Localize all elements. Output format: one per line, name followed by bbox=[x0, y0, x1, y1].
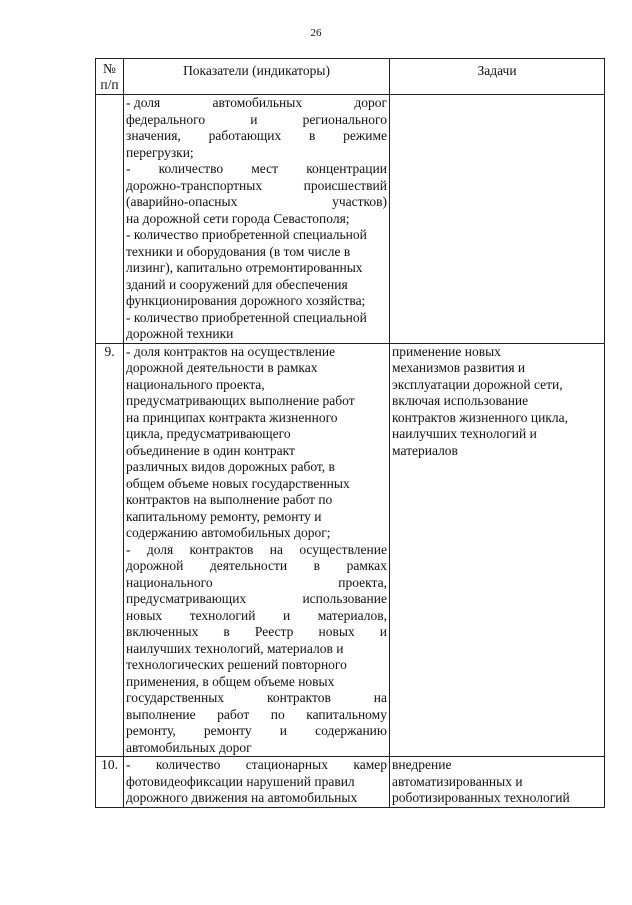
indicator-line: (аварийно-опасных участков) bbox=[126, 194, 387, 209]
indicator-line: федерального и регионального bbox=[126, 111, 387, 127]
indicator-line: выполнение работ по капитальному bbox=[126, 706, 387, 722]
indicator-line: предусматривающих использование bbox=[126, 591, 387, 606]
task-line: применение новых bbox=[392, 343, 501, 359]
indicator-line: - доля автомобильных дорог bbox=[126, 95, 387, 110]
indicator-line: национального проекта, bbox=[126, 574, 387, 590]
indicator-line: технологических решений повторного bbox=[126, 657, 347, 672]
row-number: 9. bbox=[96, 343, 124, 757]
indicator-line: применения, в общем объеме новых bbox=[126, 673, 335, 689]
header-indicators: Показатели (индикаторы) bbox=[124, 59, 390, 95]
task-line: контрактов жизненного цикла, bbox=[392, 409, 568, 425]
row-number bbox=[96, 95, 124, 344]
indicator-line: цикла, предусматривающего bbox=[126, 426, 291, 441]
indicator-line: - доля контрактов на осуществление bbox=[126, 541, 387, 557]
indicator-line: лизинг), капитально отремонтированных bbox=[126, 260, 363, 275]
indicator-line: дорожного движения на автомобильных bbox=[126, 790, 358, 805]
indicator-line: - количество мест концентрации bbox=[126, 161, 387, 176]
indicator-line: значения, работающих в режиме bbox=[126, 128, 387, 143]
indicator-line: на дорожной сети города Севастополя; bbox=[126, 210, 350, 226]
indicator-line: дорожно-транспортных происшествий bbox=[126, 177, 387, 193]
task-line: механизмов развития и bbox=[392, 360, 526, 375]
page-number: 26 bbox=[310, 27, 322, 39]
table-header-row bbox=[96, 59, 605, 95]
table-row bbox=[96, 757, 605, 808]
indicator-line: зданий и сооружений для обеспечения bbox=[126, 276, 348, 292]
task-line: внедрение bbox=[392, 757, 452, 772]
header-number: № п/п bbox=[96, 59, 124, 95]
indicator-line: - количество приобретенной специальной bbox=[126, 227, 367, 242]
indicator-line: - количество стационарных камер bbox=[126, 757, 387, 772]
indicator-line: новых технологий и материалов, bbox=[126, 607, 387, 623]
indicator-cell bbox=[124, 757, 390, 808]
indicator-line: общем объеме новых государственных bbox=[126, 475, 350, 491]
indicator-line: техники и оборудования (в том числе в bbox=[126, 243, 351, 259]
indicator-line: различных видов дорожных работ, в bbox=[126, 459, 335, 474]
task-line: материалов bbox=[392, 442, 458, 458]
indicator-line: капитальному ремонту, ремонту и bbox=[126, 508, 322, 524]
indicator-line: наилучших технологий, материалов и bbox=[126, 640, 344, 656]
task-cell bbox=[390, 343, 605, 757]
indicator-line: дорожной деятельности в рамках bbox=[126, 360, 318, 375]
task-cell bbox=[390, 757, 605, 808]
indicator-line: функционирования дорожного хозяйства; bbox=[126, 293, 366, 308]
table-row bbox=[96, 343, 605, 757]
indicator-cell bbox=[124, 95, 390, 344]
indicator-line: автомобильных дорог bbox=[126, 739, 252, 755]
indicator-line: контрактов на выполнение работ по bbox=[126, 492, 333, 507]
task-line: роботизированных технологий bbox=[392, 790, 570, 805]
task-line: автоматизированных и bbox=[392, 773, 523, 789]
indicator-line: государственных контрактов на bbox=[126, 690, 387, 705]
indicator-line: перегрузки; bbox=[126, 144, 194, 160]
task-line: наилучших технологий и bbox=[392, 426, 537, 441]
task-line: эксплуатации дорожной сети, bbox=[392, 376, 563, 392]
indicator-line: на принципах контракта жизненного bbox=[126, 409, 338, 425]
indicator-line: фотовидеофиксации нарушений правил bbox=[126, 773, 355, 789]
indicator-line: - доля контрактов на осуществление bbox=[126, 343, 336, 359]
indicators-table bbox=[95, 58, 605, 808]
table-row bbox=[96, 95, 605, 344]
indicator-line: включенных в Реестр новых и bbox=[126, 624, 387, 639]
indicator-line: содержанию автомобильных дорог; bbox=[126, 525, 331, 540]
indicator-line: дорожной деятельности в рамках bbox=[126, 558, 387, 573]
indicator-line: объединение в один контракт bbox=[126, 442, 295, 458]
indicator-line: дорожной техники bbox=[126, 326, 234, 341]
header-tasks: Задачи bbox=[390, 59, 605, 95]
indicator-cell bbox=[124, 343, 390, 757]
indicator-line: - количество приобретенной специальной bbox=[126, 309, 367, 325]
indicator-line: ремонту, ремонту и содержанию bbox=[126, 723, 387, 738]
row-number: 10. bbox=[96, 757, 124, 808]
indicator-line: предусматривающих выполнение работ bbox=[126, 393, 355, 408]
indicator-line: национального проекта, bbox=[126, 376, 265, 392]
task-cell bbox=[390, 95, 605, 344]
task-line: включая использование bbox=[392, 393, 529, 408]
